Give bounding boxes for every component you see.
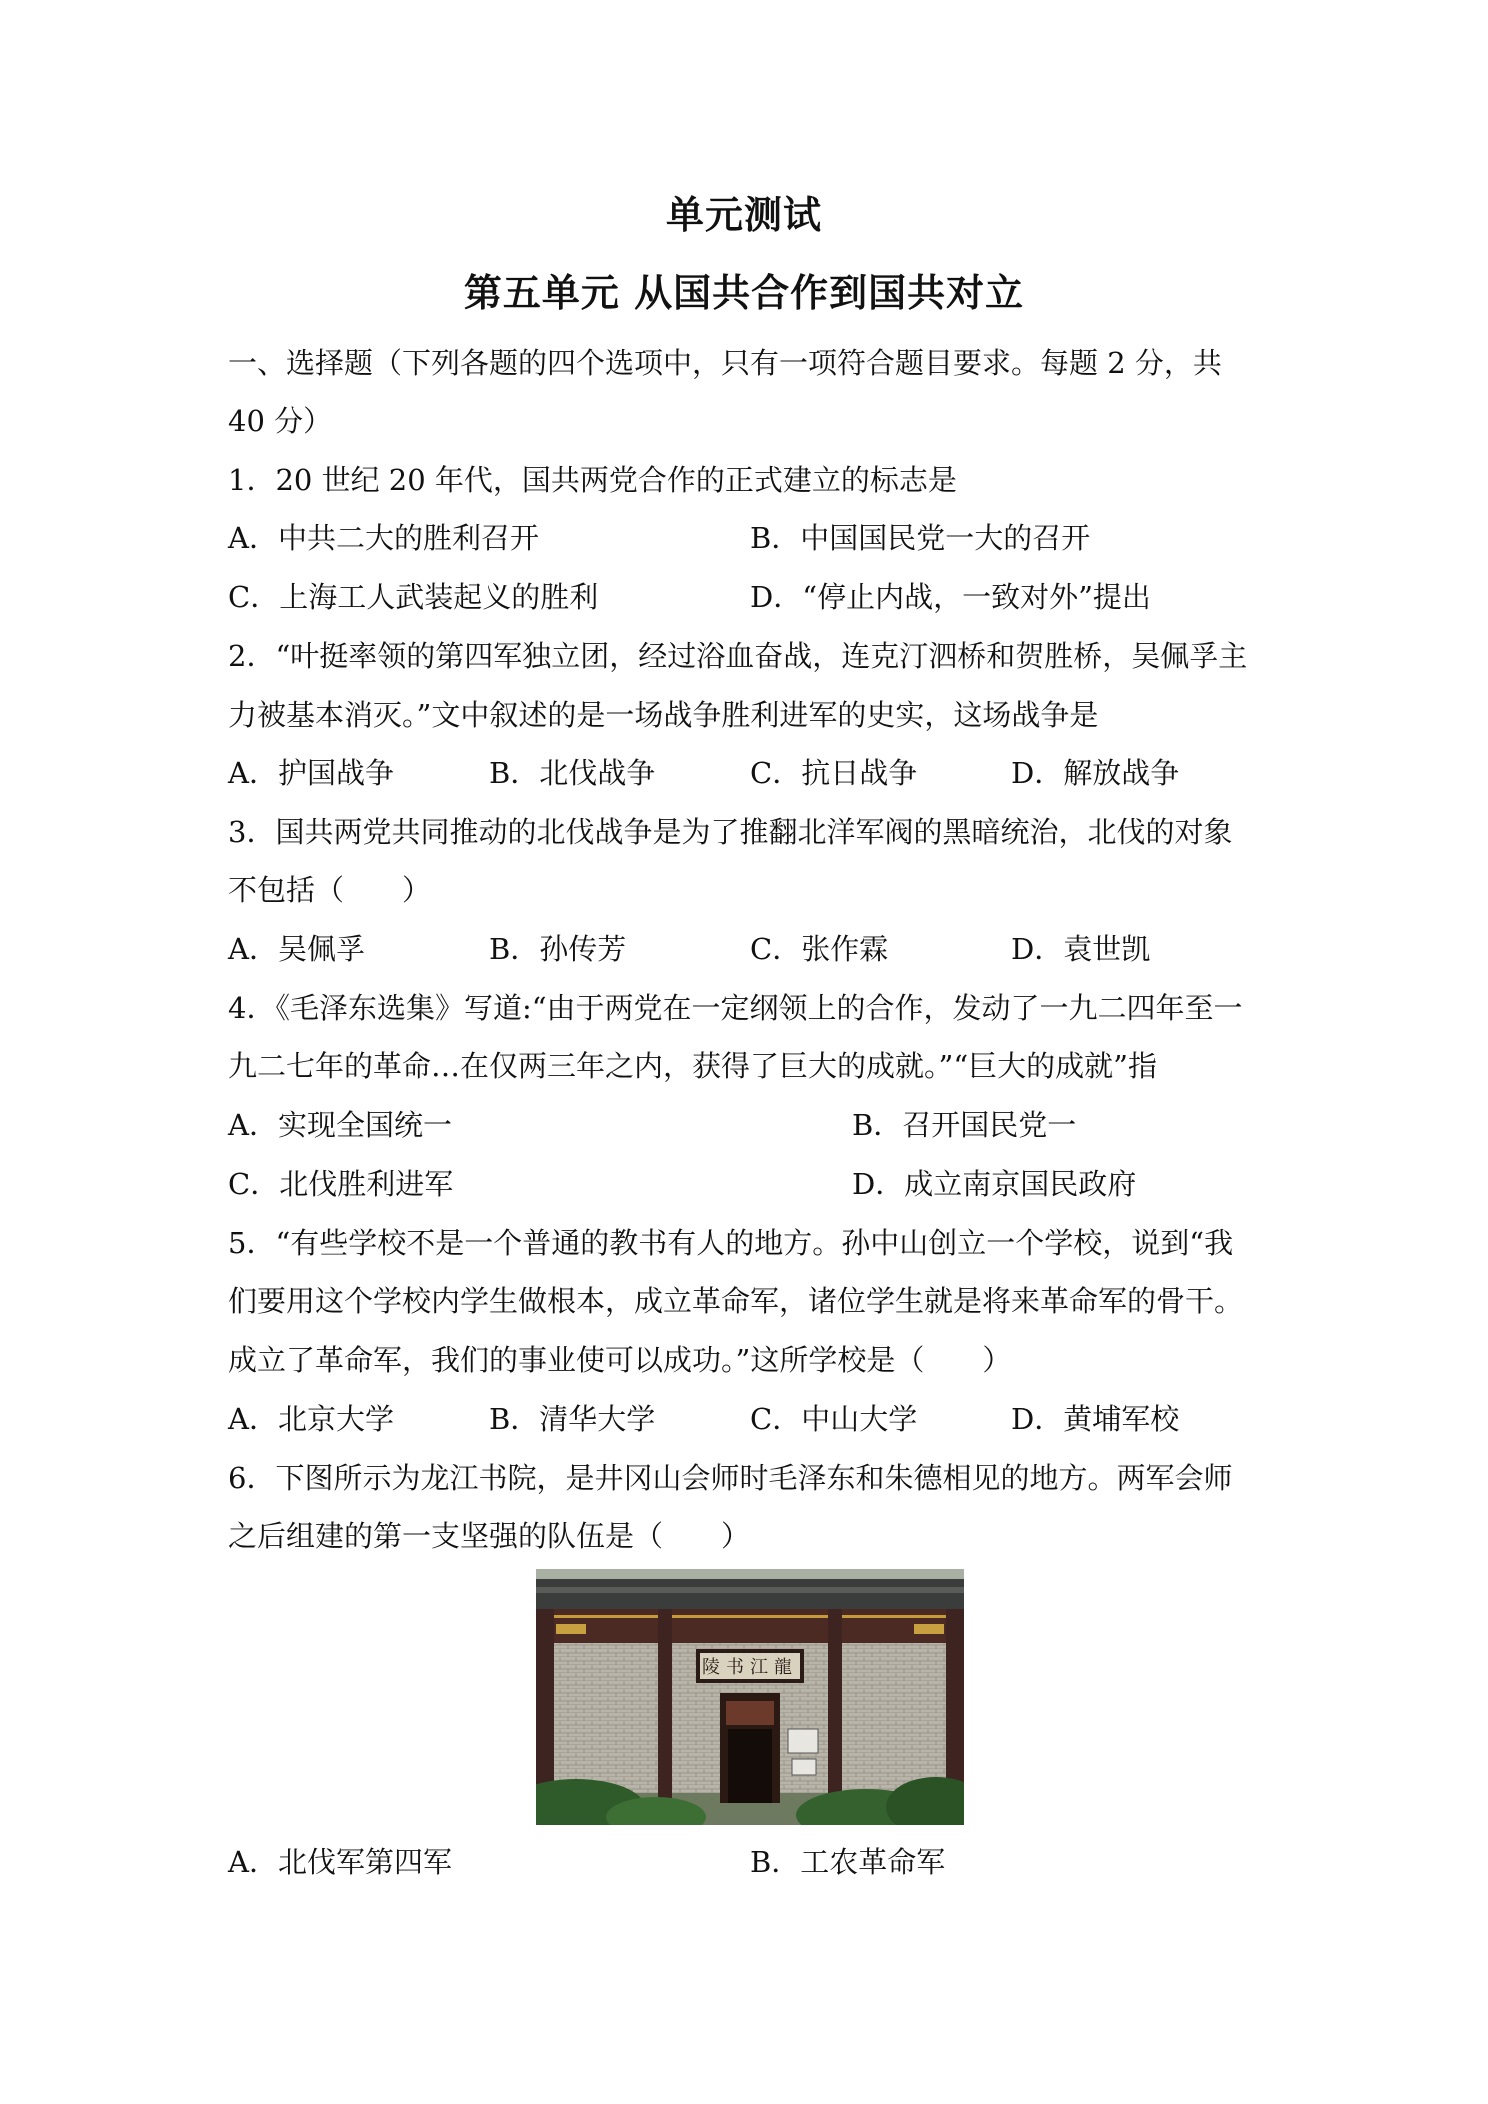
question-2-option-b: B．北伐战争 [489, 756, 656, 790]
question-5-option-d: D．黄埔军校 [1011, 1402, 1180, 1436]
question-4-stem-line2: 九二七年的革命…在仅两三年之内，获得了巨大的成就。”“巨大的成就”指 [228, 1049, 1157, 1083]
question-6-stem-line1: 6．下图所示为龙江书院，是井冈山会师时毛泽东和朱德相见的地方。两军会师 [228, 1461, 1233, 1495]
question-1-option-b: B．中国国民党一大的召开 [750, 521, 1091, 555]
question-4-option-b: B．召开国民党一 [852, 1108, 1077, 1142]
question-3-stem-line2: 不包括（ ） [228, 873, 432, 907]
question-2-option-d: D．解放战争 [1011, 756, 1180, 790]
question-2-stem-line1: 2．“叶挺率领的第四军独立团，经过浴血奋战，连克汀泗桥和贺胜桥，吴佩孚主 [228, 639, 1248, 673]
question-6-stem-line2: 之后组建的第一支坚强的队伍是（ ） [228, 1519, 751, 1553]
question-3-option-b: B．孙传芳 [489, 932, 627, 966]
question-3-option-d: D．袁世凯 [1011, 932, 1151, 966]
section-instructions-line1: 一、选择题（下列各题的四个选项中，只有一项符合题目要求。每题 2 分，共 [228, 346, 1222, 380]
question-3-stem-line1: 3．国共两党共同推动的北伐战争是为了推翻北洋军阀的黑暗统治，北伐的对象 [228, 815, 1233, 849]
question-5-stem-line2: 们要用这个学校内学生做根本，成立革命军，诸位学生就是将来革命军的骨干。 [228, 1284, 1244, 1318]
question-6-option-a: A．北伐军第四军 [228, 1845, 452, 1879]
plaque-text: 陵书江龍 [702, 1657, 798, 1678]
question-1-option-a: A．中共二大的胜利召开 [228, 521, 539, 555]
section-instructions-line2: 40 分） [228, 404, 333, 438]
page-title: 单元测试 [665, 193, 822, 237]
question-1-option-d: D．“停止内战，一致对外”提出 [750, 580, 1151, 614]
question-3-option-a: A．吴佩孚 [228, 932, 365, 966]
question-4-option-d: D．成立南京国民政府 [852, 1167, 1137, 1201]
question-6-option-b: B．工农革命军 [750, 1845, 946, 1879]
question-5-option-b: B．清华大学 [489, 1402, 656, 1436]
question-4-stem-line1: 4．《毛泽东选集》写道:“由于两党在一定纲领上的合作，发动了一九二四年至一 [228, 991, 1243, 1025]
question-2-option-a: A．护国战争 [228, 756, 394, 790]
unit-subtitle: 第五单元 从国共合作到国共对立 [463, 271, 1025, 315]
question-2-option-c: C．抗日战争 [750, 756, 918, 790]
question-5-stem-line3: 成立了革命军，我们的事业使可以成功。”这所学校是（ ） [228, 1343, 1012, 1377]
question-1-option-c: C．上海工人武装起义的胜利 [228, 580, 599, 614]
question-5-option-c: C．中山大学 [750, 1402, 918, 1436]
question-5-stem-line1: 5．“有些学校不是一个普通的教书有人的地方。孙中山创立一个学校，说到“我 [228, 1226, 1234, 1260]
question-1-stem: 1．20 世纪 20 年代，国共两党合作的正式建立的标志是 [228, 463, 957, 497]
academy-building-illustration [536, 1569, 964, 1825]
question-3-option-c: C．张作霖 [750, 932, 889, 966]
longjiang-academy-photo [536, 1569, 964, 1825]
question-4-option-a: A．实现全国统一 [228, 1108, 452, 1142]
question-2-stem-line2: 力被基本消灭。”文中叙述的是一场战争胜利进军的史实，这场战争是 [228, 698, 1099, 732]
question-4-option-c: C．北伐胜利进军 [228, 1167, 454, 1201]
question-5-option-a: A．北京大学 [228, 1402, 394, 1436]
